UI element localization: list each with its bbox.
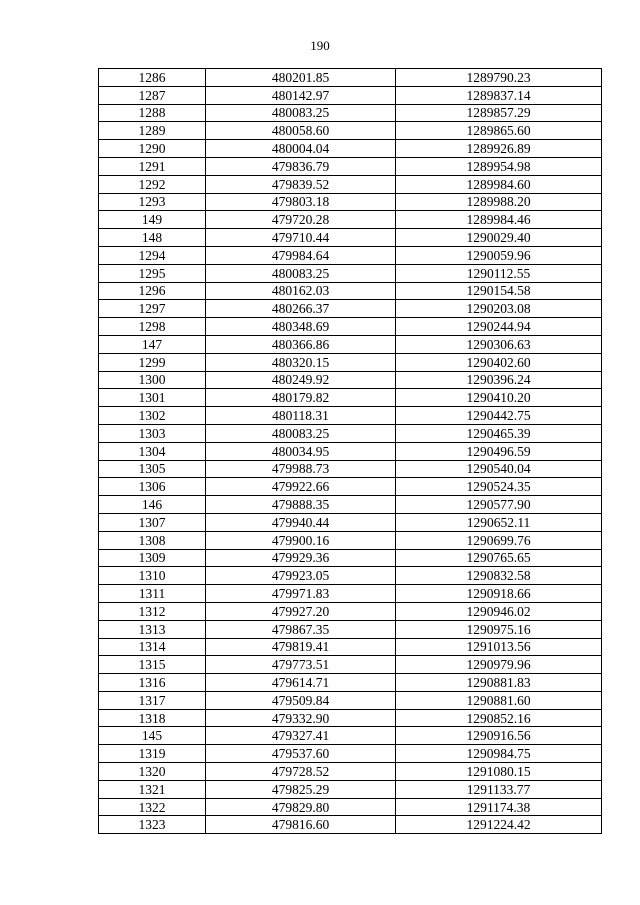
point-number-cell: 1303 bbox=[99, 424, 206, 442]
table-row bbox=[99, 264, 602, 282]
point-number-cell: 1311 bbox=[99, 585, 206, 603]
y-coordinate-cell: 1289984.60 bbox=[396, 175, 602, 193]
table-row bbox=[99, 460, 602, 478]
y-coordinate-cell: 1291013.56 bbox=[396, 638, 602, 656]
x-coordinate-cell: 479839.52 bbox=[206, 175, 396, 193]
point-number-cell: 145 bbox=[99, 727, 206, 745]
x-coordinate-cell: 479332.90 bbox=[206, 709, 396, 727]
y-coordinate-cell: 1290496.59 bbox=[396, 442, 602, 460]
y-coordinate-cell: 1290765.65 bbox=[396, 549, 602, 567]
table-row bbox=[99, 638, 602, 656]
point-number-cell: 1289 bbox=[99, 122, 206, 140]
y-coordinate-cell: 1290852.16 bbox=[396, 709, 602, 727]
y-coordinate-cell: 1289865.60 bbox=[396, 122, 602, 140]
x-coordinate-cell: 479922.66 bbox=[206, 478, 396, 496]
point-number-cell: 1301 bbox=[99, 389, 206, 407]
point-number-cell: 1288 bbox=[99, 104, 206, 122]
x-coordinate-cell: 479927.20 bbox=[206, 602, 396, 620]
page-number: 190 bbox=[310, 38, 330, 53]
y-coordinate-cell: 1291080.15 bbox=[396, 763, 602, 781]
point-number-cell: 1309 bbox=[99, 549, 206, 567]
y-coordinate-cell: 1290946.02 bbox=[396, 602, 602, 620]
x-coordinate-cell: 479829.80 bbox=[206, 798, 396, 816]
point-number-cell: 1294 bbox=[99, 246, 206, 264]
table-row bbox=[99, 691, 602, 709]
point-number-cell: 1308 bbox=[99, 531, 206, 549]
x-coordinate-cell: 480083.25 bbox=[206, 104, 396, 122]
point-number-cell: 1306 bbox=[99, 478, 206, 496]
x-coordinate-cell: 479984.64 bbox=[206, 246, 396, 264]
point-number-cell: 1297 bbox=[99, 300, 206, 318]
point-number-cell: 1291 bbox=[99, 157, 206, 175]
x-coordinate-cell: 479816.60 bbox=[206, 816, 396, 834]
y-coordinate-cell: 1290918.66 bbox=[396, 585, 602, 603]
x-coordinate-cell: 480034.95 bbox=[206, 442, 396, 460]
x-coordinate-cell: 479803.18 bbox=[206, 193, 396, 211]
table-row bbox=[99, 246, 602, 264]
table-row bbox=[99, 389, 602, 407]
x-coordinate-cell: 480058.60 bbox=[206, 122, 396, 140]
table-row bbox=[99, 674, 602, 692]
y-coordinate-cell: 1289857.29 bbox=[396, 104, 602, 122]
x-coordinate-cell: 480142.97 bbox=[206, 86, 396, 104]
x-coordinate-cell: 479819.41 bbox=[206, 638, 396, 656]
table-row bbox=[99, 335, 602, 353]
point-number-cell: 1286 bbox=[99, 69, 206, 87]
x-coordinate-cell: 479825.29 bbox=[206, 780, 396, 798]
x-coordinate-cell: 480083.25 bbox=[206, 264, 396, 282]
x-coordinate-cell: 480162.03 bbox=[206, 282, 396, 300]
table-row bbox=[99, 353, 602, 371]
x-coordinate-cell: 479888.35 bbox=[206, 496, 396, 514]
table-row bbox=[99, 407, 602, 425]
table-row bbox=[99, 478, 602, 496]
y-coordinate-cell: 1289837.14 bbox=[396, 86, 602, 104]
table-row bbox=[99, 816, 602, 834]
table-row bbox=[99, 531, 602, 549]
y-coordinate-cell: 1291224.42 bbox=[396, 816, 602, 834]
point-number-cell: 1320 bbox=[99, 763, 206, 781]
y-coordinate-cell: 1290652.11 bbox=[396, 513, 602, 531]
point-number-cell: 1318 bbox=[99, 709, 206, 727]
table-row bbox=[99, 371, 602, 389]
y-coordinate-cell: 1290203.08 bbox=[396, 300, 602, 318]
point-number-cell: 146 bbox=[99, 496, 206, 514]
y-coordinate-cell: 1289988.20 bbox=[396, 193, 602, 211]
y-coordinate-cell: 1290154.58 bbox=[396, 282, 602, 300]
y-coordinate-cell: 1291174.38 bbox=[396, 798, 602, 816]
table-row bbox=[99, 798, 602, 816]
y-coordinate-cell: 1289984.46 bbox=[396, 211, 602, 229]
x-coordinate-cell: 479929.36 bbox=[206, 549, 396, 567]
point-number-cell: 1299 bbox=[99, 353, 206, 371]
table-row bbox=[99, 86, 602, 104]
table-row bbox=[99, 318, 602, 336]
x-coordinate-cell: 480320.15 bbox=[206, 353, 396, 371]
y-coordinate-cell: 1290465.39 bbox=[396, 424, 602, 442]
table-row bbox=[99, 709, 602, 727]
point-number-cell: 1312 bbox=[99, 602, 206, 620]
y-coordinate-cell: 1290699.76 bbox=[396, 531, 602, 549]
point-number-cell: 1302 bbox=[99, 407, 206, 425]
point-number-cell: 1321 bbox=[99, 780, 206, 798]
coordinates-table-body bbox=[99, 69, 602, 834]
x-coordinate-cell: 480179.82 bbox=[206, 389, 396, 407]
table-row bbox=[99, 229, 602, 247]
x-coordinate-cell: 479923.05 bbox=[206, 567, 396, 585]
point-number-cell: 1322 bbox=[99, 798, 206, 816]
point-number-cell: 1317 bbox=[99, 691, 206, 709]
table-row bbox=[99, 513, 602, 531]
table-row bbox=[99, 602, 602, 620]
y-coordinate-cell: 1290112.55 bbox=[396, 264, 602, 282]
point-number-cell: 1307 bbox=[99, 513, 206, 531]
point-number-cell: 1305 bbox=[99, 460, 206, 478]
table-row bbox=[99, 567, 602, 585]
table-row bbox=[99, 140, 602, 158]
y-coordinate-cell: 1289954.98 bbox=[396, 157, 602, 175]
x-coordinate-cell: 480083.25 bbox=[206, 424, 396, 442]
table-row bbox=[99, 300, 602, 318]
x-coordinate-cell: 479836.79 bbox=[206, 157, 396, 175]
y-coordinate-cell: 1289790.23 bbox=[396, 69, 602, 87]
point-number-cell: 1300 bbox=[99, 371, 206, 389]
y-coordinate-cell: 1290540.04 bbox=[396, 460, 602, 478]
table-row bbox=[99, 780, 602, 798]
x-coordinate-cell: 479940.44 bbox=[206, 513, 396, 531]
y-coordinate-cell: 1290832.58 bbox=[396, 567, 602, 585]
table-row bbox=[99, 282, 602, 300]
y-coordinate-cell: 1290244.94 bbox=[396, 318, 602, 336]
point-number-cell: 1292 bbox=[99, 175, 206, 193]
y-coordinate-cell: 1290881.83 bbox=[396, 674, 602, 692]
point-number-cell: 1295 bbox=[99, 264, 206, 282]
y-coordinate-cell: 1290524.35 bbox=[396, 478, 602, 496]
table-row bbox=[99, 122, 602, 140]
table-row bbox=[99, 175, 602, 193]
point-number-cell: 147 bbox=[99, 335, 206, 353]
table-row bbox=[99, 620, 602, 638]
y-coordinate-cell: 1290975.16 bbox=[396, 620, 602, 638]
x-coordinate-cell: 479327.41 bbox=[206, 727, 396, 745]
y-coordinate-cell: 1291133.77 bbox=[396, 780, 602, 798]
y-coordinate-cell: 1290984.75 bbox=[396, 745, 602, 763]
point-number-cell: 1313 bbox=[99, 620, 206, 638]
x-coordinate-cell: 480118.31 bbox=[206, 407, 396, 425]
x-coordinate-cell: 480004.04 bbox=[206, 140, 396, 158]
table-row bbox=[99, 496, 602, 514]
point-number-cell: 1323 bbox=[99, 816, 206, 834]
y-coordinate-cell: 1290059.96 bbox=[396, 246, 602, 264]
point-number-cell: 1310 bbox=[99, 567, 206, 585]
point-number-cell: 1287 bbox=[99, 86, 206, 104]
x-coordinate-cell: 479773.51 bbox=[206, 656, 396, 674]
x-coordinate-cell: 479971.83 bbox=[206, 585, 396, 603]
x-coordinate-cell: 479720.28 bbox=[206, 211, 396, 229]
table-row bbox=[99, 549, 602, 567]
x-coordinate-cell: 479988.73 bbox=[206, 460, 396, 478]
point-number-cell: 1316 bbox=[99, 674, 206, 692]
x-coordinate-cell: 479509.84 bbox=[206, 691, 396, 709]
x-coordinate-cell: 479537.60 bbox=[206, 745, 396, 763]
table-row bbox=[99, 763, 602, 781]
coordinates-table bbox=[98, 68, 602, 834]
x-coordinate-cell: 479867.35 bbox=[206, 620, 396, 638]
point-number-cell: 1290 bbox=[99, 140, 206, 158]
point-number-cell: 1293 bbox=[99, 193, 206, 211]
y-coordinate-cell: 1289926.89 bbox=[396, 140, 602, 158]
point-number-cell: 148 bbox=[99, 229, 206, 247]
table-row bbox=[99, 585, 602, 603]
x-coordinate-cell: 480266.37 bbox=[206, 300, 396, 318]
x-coordinate-cell: 479614.71 bbox=[206, 674, 396, 692]
table-row bbox=[99, 727, 602, 745]
x-coordinate-cell: 480201.85 bbox=[206, 69, 396, 87]
table-row bbox=[99, 442, 602, 460]
x-coordinate-cell: 480366.86 bbox=[206, 335, 396, 353]
table-row bbox=[99, 193, 602, 211]
y-coordinate-cell: 1290916.56 bbox=[396, 727, 602, 745]
table-row bbox=[99, 656, 602, 674]
point-number-cell: 1304 bbox=[99, 442, 206, 460]
y-coordinate-cell: 1290410.20 bbox=[396, 389, 602, 407]
y-coordinate-cell: 1290881.60 bbox=[396, 691, 602, 709]
table-row bbox=[99, 157, 602, 175]
table-row bbox=[99, 104, 602, 122]
y-coordinate-cell: 1290979.96 bbox=[396, 656, 602, 674]
point-number-cell: 1319 bbox=[99, 745, 206, 763]
table-row bbox=[99, 745, 602, 763]
x-coordinate-cell: 479710.44 bbox=[206, 229, 396, 247]
y-coordinate-cell: 1290577.90 bbox=[396, 496, 602, 514]
y-coordinate-cell: 1290306.63 bbox=[396, 335, 602, 353]
table-row bbox=[99, 424, 602, 442]
y-coordinate-cell: 1290396.24 bbox=[396, 371, 602, 389]
y-coordinate-cell: 1290442.75 bbox=[396, 407, 602, 425]
table-row bbox=[99, 211, 602, 229]
point-number-cell: 149 bbox=[99, 211, 206, 229]
point-number-cell: 1314 bbox=[99, 638, 206, 656]
x-coordinate-cell: 479900.16 bbox=[206, 531, 396, 549]
point-number-cell: 1296 bbox=[99, 282, 206, 300]
y-coordinate-cell: 1290402.60 bbox=[396, 353, 602, 371]
table-row bbox=[99, 69, 602, 87]
y-coordinate-cell: 1290029.40 bbox=[396, 229, 602, 247]
point-number-cell: 1315 bbox=[99, 656, 206, 674]
x-coordinate-cell: 480249.92 bbox=[206, 371, 396, 389]
point-number-cell: 1298 bbox=[99, 318, 206, 336]
x-coordinate-cell: 479728.52 bbox=[206, 763, 396, 781]
x-coordinate-cell: 480348.69 bbox=[206, 318, 396, 336]
